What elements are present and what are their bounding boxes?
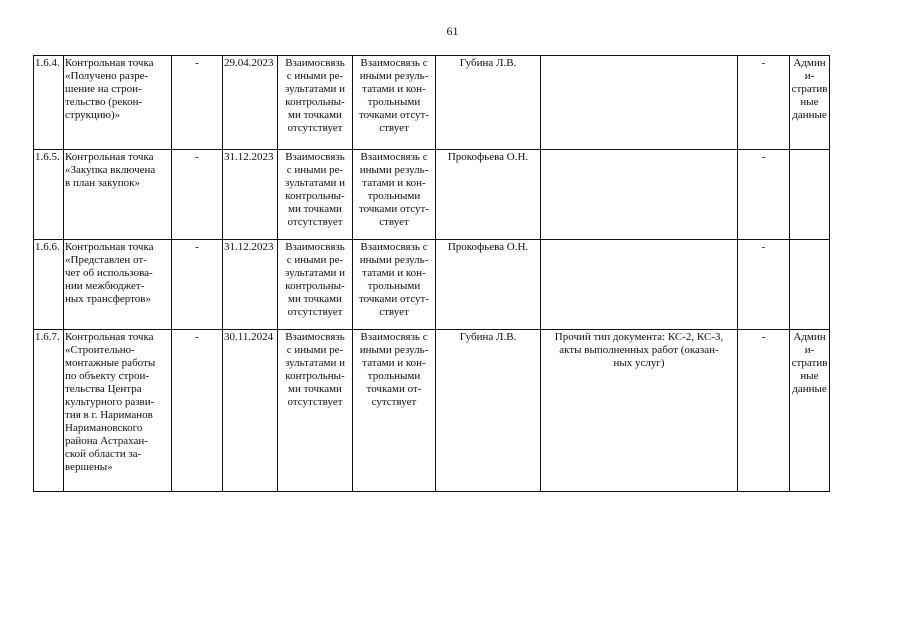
link-results-2-text: Взаимосвязь с иными резуль- татами и кон- трольными точками отсут- ствует — [358, 151, 430, 228]
document-type — [541, 240, 738, 330]
info-system — [738, 330, 790, 492]
link-results-text: Взаимосвязь с иными ре- зультатами и контрольны- ми точками отсутствует — [284, 241, 346, 318]
base-value-text: - — [195, 151, 199, 163]
control-point-name-text: Контрольная точка «Закупка включена в план закупок» — [65, 151, 156, 189]
info-system-text: - — [761, 241, 766, 253]
deadline-date — [223, 240, 278, 330]
responsible-person — [436, 150, 541, 240]
table-row — [34, 330, 830, 492]
link-results — [278, 240, 353, 330]
row-number — [34, 56, 64, 150]
control-point-name — [64, 330, 172, 492]
deadline-date-text: 31.12.2023 — [224, 241, 274, 253]
data-source — [790, 330, 830, 492]
link-results-text: Взаимосвязь с иными ре- зультатами и контрольны- ми точками отсутствует — [284, 57, 346, 134]
link-results-text: Взаимосвязь с иными ре- зультатами и контрольны- ми точками отсутствует — [284, 151, 346, 228]
responsible-person-text: Прокофьева О.Н. — [447, 151, 529, 163]
link-results — [278, 330, 353, 492]
data-source-text: Админи- стративные данные — [791, 331, 828, 395]
responsible-person-text: Губина Л.В. — [459, 331, 517, 343]
control-point-name-text: Контрольная точка «Получено разре- шение на строи- тельство (рекон- струкцию)» — [65, 57, 154, 121]
deadline-date-text: 30.11.2024 — [224, 331, 274, 343]
responsible-person — [436, 240, 541, 330]
row-number-text: 1.6.5. — [35, 151, 60, 163]
data-source-text: Админи- стративные данные — [791, 57, 828, 121]
base-value-text: - — [195, 57, 199, 69]
info-system — [738, 240, 790, 330]
deadline-date — [223, 150, 278, 240]
deadline-date — [223, 56, 278, 150]
row-number — [34, 240, 64, 330]
info-system-text: - — [761, 151, 766, 163]
base-value — [172, 56, 223, 150]
row-number-text: 1.6.4. — [35, 57, 60, 69]
data-source — [790, 56, 830, 150]
link-results-text: Взаимосвязь с иными ре- зультатами и контрольны- ми точками отсутствует — [284, 331, 346, 408]
responsible-person — [436, 56, 541, 150]
link-results-2-text: Взаимосвязь с иными резуль- татами и кон- трольными точками от- сутствует — [359, 331, 429, 408]
document-type — [541, 150, 738, 240]
link-results-2 — [353, 240, 436, 330]
table-row — [34, 150, 830, 240]
document-type — [541, 56, 738, 150]
deadline-date-text: 29.04.2023 — [224, 57, 274, 69]
row-number — [34, 330, 64, 492]
base-value-text: - — [195, 331, 199, 343]
info-system-text: - — [761, 57, 766, 69]
link-results — [278, 56, 353, 150]
info-system — [738, 56, 790, 150]
row-number — [34, 150, 64, 240]
link-results-2 — [353, 330, 436, 492]
link-results-2 — [353, 150, 436, 240]
table-row — [34, 56, 830, 150]
control-point-name-text: Контрольная точка «Строительно- монтажные работы по объекту строи- тельства Центра культурного разви- тия в г. Нариманов Наримановского района Астрахан- ской области за- вершены» — [65, 331, 156, 473]
data-source — [790, 150, 830, 240]
base-value-text: - — [195, 241, 199, 253]
control-point-name — [64, 56, 172, 150]
responsible-person — [436, 330, 541, 492]
deadline-date — [223, 330, 278, 492]
link-results — [278, 150, 353, 240]
base-value — [172, 330, 223, 492]
link-results-2-text: Взаимосвязь с иными резуль- татами и кон- трольными точками отсут- ствует — [358, 57, 430, 134]
info-system-text: - — [761, 331, 766, 343]
responsible-person-text: Прокофьева О.Н. — [447, 241, 529, 253]
table-row — [34, 240, 830, 330]
control-point-name — [64, 240, 172, 330]
deadline-date-text: 31.12.2023 — [224, 151, 274, 163]
control-point-name — [64, 150, 172, 240]
link-results-2-text: Взаимосвязь с иными резуль- татами и кон- трольными точками отсут- ствует — [358, 241, 430, 318]
base-value — [172, 240, 223, 330]
document-type-text: Прочий тип документа: КС-2, КС-3, акты выполненных работ (оказан- ных услуг) — [554, 331, 724, 369]
link-results-2 — [353, 56, 436, 150]
page-number: 61 — [446, 24, 459, 38]
base-value — [172, 150, 223, 240]
control-points-table — [33, 55, 830, 492]
responsible-person-text: Губина Л.В. — [459, 57, 517, 69]
data-source — [790, 240, 830, 330]
document-type — [541, 330, 738, 492]
row-number-text: 1.6.7. — [35, 331, 60, 343]
row-number-text: 1.6.6. — [35, 241, 60, 253]
control-point-name-text: Контрольная точка «Представлен от- чет об использова- нии межбюджет- ных трансфертов» — [65, 241, 154, 305]
info-system — [738, 150, 790, 240]
